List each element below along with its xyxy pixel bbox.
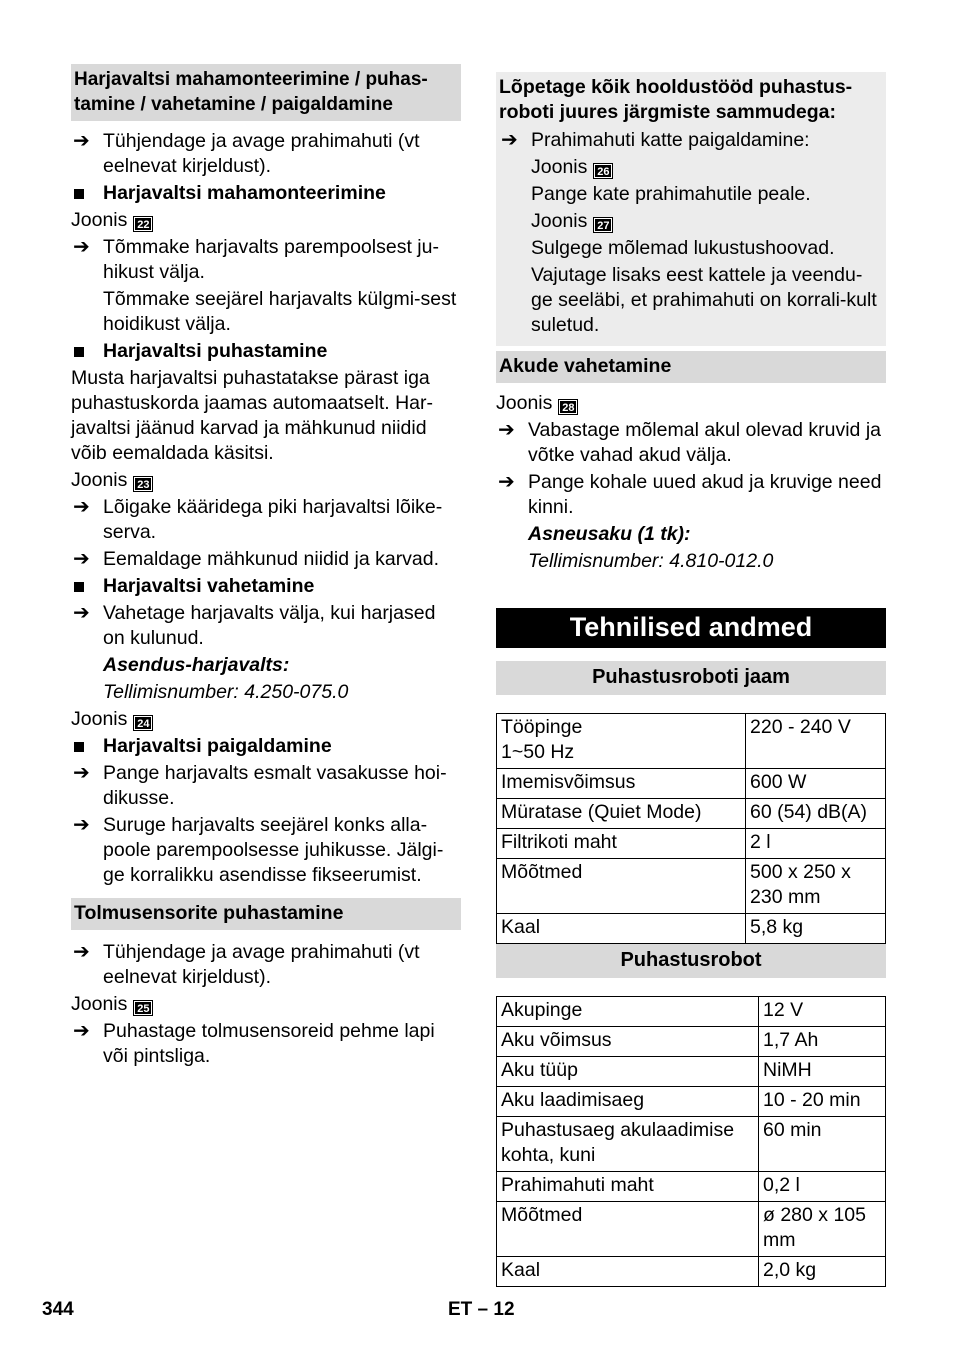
spec-value-cell: 60 (54) dB(A) (746, 799, 886, 829)
square-bullet-icon (74, 742, 84, 752)
square-bullet-icon (74, 347, 84, 357)
language-page-label: ET – 12 (448, 1299, 515, 1320)
table-row (497, 1117, 886, 1172)
text-line: Tõmmake seejärel harjavalts külgmi-sest hoidikust välja. (103, 288, 457, 335)
spec-value-cell: 10 - 20 min (759, 1087, 886, 1117)
page-number: 344 (42, 1299, 74, 1320)
spec-value-cell: 5,8 kg (746, 914, 886, 944)
part-number: Tellimisnumber: 4.250-075.0 (103, 681, 349, 703)
figure-number-badge: 26 (593, 163, 613, 179)
table-row (497, 1202, 886, 1257)
subheading: Harjavaltsi paigaldamine (71, 734, 461, 759)
spec-value-cell: 60 min (759, 1117, 886, 1172)
text-line: Sulgege mõlemad lukustushoovad. (531, 237, 835, 259)
arrow-icon: ➔ (73, 548, 90, 570)
maintenance-completion-box (496, 72, 886, 346)
text-line: Vajutage lisaks eest kattele ja veendu-ge seeläbi, et prahimahuti on korrali-kult suletud. (531, 264, 877, 336)
figure-number-badge: 28 (558, 399, 578, 415)
subheading: Harjavaltsi mahamonteerimine (71, 181, 461, 206)
figure-reference: Joonis 26 (499, 155, 880, 180)
arrow-icon: ➔ (73, 236, 90, 258)
spec-label-cell: Aku laadimisaeg (497, 1087, 759, 1117)
spec-value-cell: 220 - 240 V (746, 714, 886, 769)
spec-value-cell: NiMH (759, 1057, 886, 1087)
part-number: Tellimisnumber: 4.810-012.0 (528, 550, 774, 572)
figure-number-badge: 27 (593, 217, 613, 233)
table-row (497, 859, 886, 914)
list-item: ➔ Vahetage harjavalts välja, kui harjased on kulunud. (73, 602, 436, 649)
spec-label-cell: Kaal (497, 914, 746, 944)
spec-value-cell: 12 V (759, 997, 886, 1027)
table-row (497, 1257, 886, 1287)
figure-reference: Joonis 24 (71, 707, 461, 732)
subheading: Harjavaltsi vahetamine (71, 574, 461, 599)
table-row (497, 1027, 886, 1057)
spec-label-cell: Mõõtmed (497, 859, 746, 914)
table-row (497, 997, 886, 1027)
figure-reference: Joonis 23 (71, 468, 461, 493)
section-title-dust-sensors: Tolmusensorite puhastamine (71, 898, 461, 930)
table-row (497, 829, 886, 859)
figure-number-badge: 24 (133, 715, 153, 731)
spec-label-cell: Filtrikoti maht (497, 829, 746, 859)
arrow-icon: ➔ (73, 496, 90, 518)
figure-reference: Joonis 28 (496, 391, 886, 416)
right-column (496, 72, 886, 1287)
figure-number-badge: 25 (133, 1000, 153, 1016)
spec-value-cell: 500 x 250 x 230 mm (746, 859, 886, 914)
figure-number-badge: 22 (133, 216, 153, 232)
square-bullet-icon (74, 189, 84, 199)
arrow-icon: ➔ (73, 1020, 90, 1042)
spec-value-cell: 600 W (746, 769, 886, 799)
left-column (71, 64, 461, 1071)
list-item: ➔ Vabastage mõlemal akul olevad kruvid ja võtke vahad akud välja. (498, 419, 881, 466)
text-line: Pange kate prahimahutile peale. (531, 183, 811, 205)
arrow-icon: ➔ (73, 602, 90, 624)
arrow-icon: ➔ (498, 471, 515, 493)
arrow-icon: ➔ (73, 130, 90, 152)
spec-value-cell: 2 l (746, 829, 886, 859)
robot-title: Puhastusrobot (496, 944, 886, 978)
spec-value-cell: 0,2 l (759, 1172, 886, 1202)
station-title: Puhastusroboti jaam (496, 661, 886, 695)
part-label: Asendus-harjavalts: (103, 654, 290, 676)
arrow-icon: ➔ (73, 814, 90, 836)
spec-value-cell: 1,7 Ah (759, 1027, 886, 1057)
square-bullet-icon (74, 582, 84, 592)
part-label: Asneusaku (1 tk): (528, 523, 691, 545)
robot-spec-table (496, 996, 886, 1287)
list-item: ➔ Suruge harjavalts seejärel konks alla-poole parempoolsesse juhikusse. Jälgi-ge korralikku asendisse fikseerumist. (73, 814, 444, 886)
list-item: ➔ Prahimahuti katte paigaldamine: (501, 129, 810, 151)
arrow-icon: ➔ (73, 762, 90, 784)
list-item: ➔ Tühjendage ja avage prahimahuti (vt eelnevat kirjeldust). (73, 941, 420, 988)
list-item: ➔ Eemaldage mähkunud niidid ja karvad. (73, 548, 440, 570)
list-item: ➔ Puhastage tolmusensoreid pehme lapi või pintsliga. (73, 1020, 435, 1067)
list-item: ➔ Lõigake kääridega piki harjavaltsi lõike-serva. (73, 496, 443, 543)
list-item: ➔ Pange harjavalts esmalt vasakusse hoi-dikusse. (73, 762, 447, 809)
spec-label-cell: Müratase (Quiet Mode) (497, 799, 746, 829)
table-row (497, 799, 886, 829)
table-row (497, 914, 886, 944)
box-title: Lõpetage kõik hooldustööd puhastus-roboti juures järgmiste sammudega: (499, 76, 853, 123)
arrow-icon: ➔ (73, 941, 90, 963)
list-item: ➔ Tühjendage ja avage prahimahuti (vt eelnevat kirjeldust). (73, 130, 420, 177)
spec-label-cell: Imemisvõimsus (497, 769, 746, 799)
spec-label-cell: Tööpinge 1~50 Hz (497, 714, 746, 769)
table-row (497, 1057, 886, 1087)
list-item: ➔ Tõmmake harjavalts parempoolsest ju-hikust välja. (73, 236, 439, 283)
table-row (497, 714, 886, 769)
figure-number-badge: 23 (133, 476, 153, 492)
list-item: ➔ Pange kohale uued akud ja kruvige need kinni. (498, 471, 882, 518)
table-row (497, 769, 886, 799)
spec-label-cell: Mõõtmed (497, 1202, 759, 1257)
spec-label-cell: Akupinge (497, 997, 759, 1027)
arrow-icon: ➔ (501, 129, 518, 151)
subheading: Harjavaltsi puhastamine (71, 339, 461, 364)
table-row (497, 1087, 886, 1117)
table-row (497, 1172, 886, 1202)
spec-label-cell: Kaal (497, 1257, 759, 1287)
spec-value-cell: 2,0 kg (759, 1257, 886, 1287)
figure-reference: Joonis 22 (71, 208, 461, 233)
spec-label-cell: Aku võimsus (497, 1027, 759, 1057)
figure-reference: Joonis 25 (71, 992, 461, 1017)
spec-label-cell: Prahimahuti maht (497, 1172, 759, 1202)
section-title-brush-roller: Harjavaltsi mahamonteerimine / puhas-tamine / vahetamine / paigaldamine (71, 64, 461, 121)
spec-label-cell: Puhastusaeg akulaadimise kohta, kuni (497, 1117, 759, 1172)
paragraph: Musta harjavaltsi puhastatakse pärast iga puhastuskorda jaamas automaatselt. Har-javaltsi jäänud karvad ja mähkunud niidid võib eemaldada käsitsi. (71, 367, 434, 464)
arrow-icon: ➔ (498, 419, 515, 441)
spec-value-cell: ø 280 x 105 mm (759, 1202, 886, 1257)
tech-data-title: Tehnilised andmed (496, 608, 886, 648)
section-title-batteries: Akude vahetamine (496, 351, 886, 383)
station-spec-table (496, 713, 886, 944)
figure-reference: Joonis 27 (499, 209, 880, 234)
spec-label-cell: Aku tüüp (497, 1057, 759, 1087)
